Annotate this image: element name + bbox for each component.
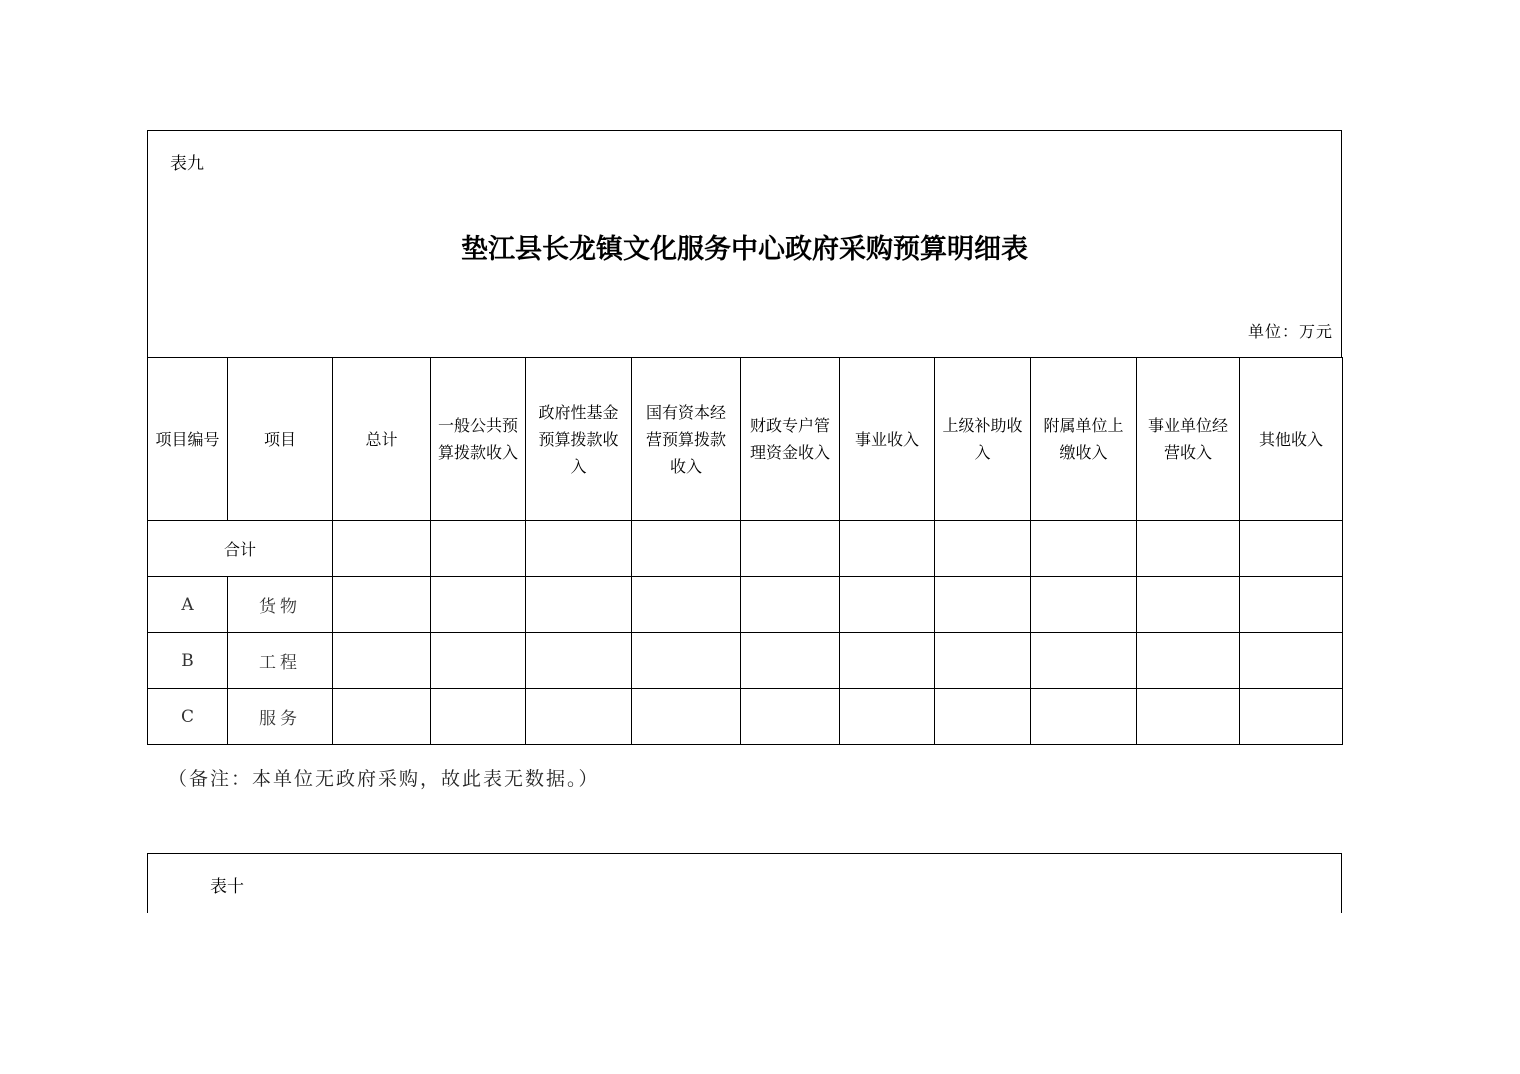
- header-cell: 其他收入: [1240, 358, 1343, 521]
- header-cell: 事业单位经 营收入: [1137, 358, 1240, 521]
- unit-label: 单位：万元: [1247, 322, 1333, 341]
- header-cell: 政府性基金 预算拨款收 入: [526, 358, 632, 521]
- header-row: [148, 358, 1343, 521]
- table10-header-frame: [147, 853, 1342, 913]
- table-label: 表十: [210, 877, 244, 897]
- header-cell: 国有资本经 营预算拨款 收入: [632, 358, 741, 521]
- table-label: 表九: [170, 154, 204, 174]
- header-cell: 事业收入: [840, 358, 935, 521]
- row-code: C: [148, 689, 228, 745]
- procurement-table: [147, 357, 1343, 745]
- table-row: [148, 577, 1343, 633]
- header-cell: 项目: [228, 358, 333, 521]
- total-row: [148, 521, 1343, 577]
- total-label: 合计: [148, 521, 333, 577]
- row-name: 货物: [228, 577, 333, 633]
- header-cell: 总计: [333, 358, 431, 521]
- header-cell: 项目编号: [148, 358, 228, 521]
- table9-header-frame: [147, 130, 1342, 357]
- page-title: 垫江县长龙镇文化服务中心政府采购预算明细表: [461, 234, 1028, 265]
- row-code: B: [148, 633, 228, 689]
- note-text: （备注：本单位无政府采购，故此表无数据。）: [168, 768, 600, 790]
- header-cell: 财政专户管 理资金收入: [741, 358, 840, 521]
- header-cell: 附属单位上 缴收入: [1031, 358, 1137, 521]
- table-row: [148, 689, 1343, 745]
- table-row: [148, 633, 1343, 689]
- row-code: A: [148, 577, 228, 633]
- row-name: 服务: [228, 689, 333, 745]
- row-name: 工程: [228, 633, 333, 689]
- header-cell: 上级补助收 入: [935, 358, 1031, 521]
- header-cell: 一般公共预 算拨款收入: [431, 358, 526, 521]
